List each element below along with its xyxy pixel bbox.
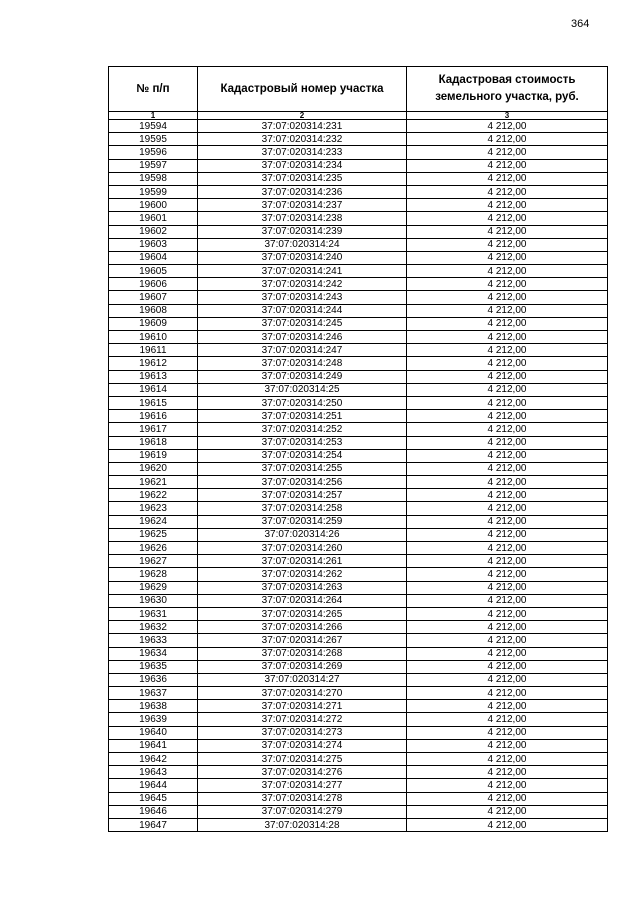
row-cadastral-number: 37:07:020314:233 [198,146,407,159]
row-cadastral-value: 4 212,00 [407,357,608,370]
table-row [109,436,608,449]
row-index: 19637 [109,687,198,700]
row-index: 19622 [109,489,198,502]
row-cadastral-number: 37:07:020314:28 [198,818,407,831]
row-cadastral-value: 4 212,00 [407,779,608,792]
row-index: 19640 [109,726,198,739]
table-row [109,238,608,251]
row-index: 19632 [109,621,198,634]
table-row [109,278,608,291]
row-index: 19595 [109,133,198,146]
row-cadastral-number: 37:07:020314:245 [198,317,407,330]
row-index: 19612 [109,357,198,370]
row-index: 19610 [109,331,198,344]
row-cadastral-value: 4 212,00 [407,344,608,357]
row-cadastral-value: 4 212,00 [407,634,608,647]
table-body [109,120,608,832]
table-row [109,792,608,805]
row-index: 19645 [109,792,198,805]
table-row [109,344,608,357]
row-cadastral-value: 4 212,00 [407,818,608,831]
row-index: 19604 [109,251,198,264]
row-cadastral-value: 4 212,00 [407,185,608,198]
row-cadastral-number: 37:07:020314:273 [198,726,407,739]
row-index: 19642 [109,753,198,766]
row-cadastral-value: 4 212,00 [407,462,608,475]
row-cadastral-value: 4 212,00 [407,278,608,291]
table-row [109,594,608,607]
table-row [109,331,608,344]
row-cadastral-value: 4 212,00 [407,304,608,317]
row-index: 19614 [109,383,198,396]
table-row [109,159,608,172]
row-index: 19646 [109,805,198,818]
row-cadastral-number: 37:07:020314:256 [198,476,407,489]
table-row [109,687,608,700]
row-cadastral-number: 37:07:020314:259 [198,515,407,528]
row-index: 19643 [109,766,198,779]
row-cadastral-value: 4 212,00 [407,449,608,462]
row-cadastral-number: 37:07:020314:244 [198,304,407,317]
row-cadastral-number: 37:07:020314:242 [198,278,407,291]
row-index: 19611 [109,344,198,357]
row-index: 19620 [109,462,198,475]
row-index: 19594 [109,120,198,133]
row-cadastral-number: 37:07:020314:263 [198,581,407,594]
row-cadastral-value: 4 212,00 [407,251,608,264]
row-index: 19625 [109,528,198,541]
row-cadastral-value: 4 212,00 [407,515,608,528]
table-row [109,779,608,792]
row-cadastral-value: 4 212,00 [407,660,608,673]
row-cadastral-number: 37:07:020314:269 [198,660,407,673]
row-index: 19641 [109,739,198,752]
table-row [109,304,608,317]
table-row [109,317,608,330]
row-cadastral-value: 4 212,00 [407,607,608,620]
row-cadastral-value: 4 212,00 [407,172,608,185]
table-row [109,172,608,185]
table-row [109,805,608,818]
header-cadastral-value: Кадастровая стоимость земельного участка, руб. [407,67,608,112]
table-row [109,621,608,634]
row-cadastral-number: 37:07:020314:236 [198,185,407,198]
row-index: 19599 [109,185,198,198]
cadastral-table [108,66,608,832]
row-cadastral-number: 37:07:020314:253 [198,436,407,449]
row-index: 19616 [109,410,198,423]
table-row [109,185,608,198]
table-row [109,713,608,726]
table-row [109,396,608,409]
table-row [109,423,608,436]
row-cadastral-value: 4 212,00 [407,159,608,172]
table-row [109,251,608,264]
row-cadastral-number: 37:07:020314:266 [198,621,407,634]
row-cadastral-number: 37:07:020314:247 [198,344,407,357]
row-cadastral-value: 4 212,00 [407,528,608,541]
row-cadastral-value: 4 212,00 [407,436,608,449]
row-cadastral-value: 4 212,00 [407,805,608,818]
row-cadastral-value: 4 212,00 [407,594,608,607]
row-index: 19628 [109,568,198,581]
row-index: 19609 [109,317,198,330]
header-row [109,67,608,112]
row-cadastral-number: 37:07:020314:250 [198,396,407,409]
table-row [109,462,608,475]
row-cadastral-number: 37:07:020314:264 [198,594,407,607]
row-cadastral-value: 4 212,00 [407,238,608,251]
row-cadastral-number: 37:07:020314:257 [198,489,407,502]
row-cadastral-number: 37:07:020314:272 [198,713,407,726]
row-cadastral-number: 37:07:020314:274 [198,739,407,752]
row-cadastral-number: 37:07:020314:249 [198,370,407,383]
row-index: 19596 [109,146,198,159]
row-cadastral-value: 4 212,00 [407,225,608,238]
row-cadastral-value: 4 212,00 [407,581,608,594]
row-index: 19607 [109,291,198,304]
row-cadastral-number: 37:07:020314:241 [198,265,407,278]
row-cadastral-value: 4 212,00 [407,726,608,739]
column-number: 2 [198,112,407,120]
row-index: 19647 [109,818,198,831]
row-cadastral-number: 37:07:020314:240 [198,251,407,264]
row-index: 19624 [109,515,198,528]
row-index: 19630 [109,594,198,607]
row-cadastral-number: 37:07:020314:275 [198,753,407,766]
row-cadastral-number: 37:07:020314:252 [198,423,407,436]
row-cadastral-value: 4 212,00 [407,265,608,278]
table-row [109,212,608,225]
table-row [109,383,608,396]
table-row [109,370,608,383]
table-row [109,818,608,831]
row-index: 19638 [109,700,198,713]
row-cadastral-value: 4 212,00 [407,621,608,634]
table-row [109,607,608,620]
table-row [109,489,608,502]
table-row [109,766,608,779]
table-row [109,265,608,278]
row-cadastral-value: 4 212,00 [407,502,608,515]
table-row [109,673,608,686]
table-row [109,291,608,304]
row-cadastral-number: 37:07:020314:262 [198,568,407,581]
row-cadastral-number: 37:07:020314:237 [198,199,407,212]
table-row [109,449,608,462]
column-number: 3 [407,112,608,120]
row-index: 19635 [109,660,198,673]
table-row [109,515,608,528]
row-cadastral-number: 37:07:020314:270 [198,687,407,700]
column-number-row [109,112,608,120]
row-cadastral-value: 4 212,00 [407,370,608,383]
row-cadastral-value: 4 212,00 [407,673,608,686]
row-index: 19639 [109,713,198,726]
row-cadastral-number: 37:07:020314:251 [198,410,407,423]
row-index: 19619 [109,449,198,462]
row-cadastral-number: 37:07:020314:260 [198,542,407,555]
row-index: 19623 [109,502,198,515]
table-row [109,647,608,660]
row-cadastral-number: 37:07:020314:277 [198,779,407,792]
table-row [109,199,608,212]
row-index: 19603 [109,238,198,251]
row-index: 19629 [109,581,198,594]
header-cadastral-number: Кадастровый номер участка [198,67,407,112]
row-cadastral-number: 37:07:020314:238 [198,212,407,225]
row-cadastral-number: 37:07:020314:271 [198,700,407,713]
table-row [109,502,608,515]
row-index: 19627 [109,555,198,568]
row-index: 19644 [109,779,198,792]
table-row [109,225,608,238]
table-row [109,410,608,423]
row-index: 19605 [109,265,198,278]
row-index: 19634 [109,647,198,660]
table-row [109,555,608,568]
row-index: 19621 [109,476,198,489]
row-cadastral-number: 37:07:020314:248 [198,357,407,370]
row-cadastral-value: 4 212,00 [407,542,608,555]
row-cadastral-value: 4 212,00 [407,555,608,568]
row-cadastral-number: 37:07:020314:25 [198,383,407,396]
table-row [109,542,608,555]
row-cadastral-number: 37:07:020314:261 [198,555,407,568]
row-cadastral-number: 37:07:020314:239 [198,225,407,238]
table-row [109,700,608,713]
row-cadastral-number: 37:07:020314:246 [198,331,407,344]
row-cadastral-number: 37:07:020314:278 [198,792,407,805]
header-index: № п/п [109,67,198,112]
row-cadastral-number: 37:07:020314:232 [198,133,407,146]
table-row [109,357,608,370]
row-cadastral-number: 37:07:020314:279 [198,805,407,818]
row-index: 19618 [109,436,198,449]
table-row [109,133,608,146]
row-cadastral-number: 37:07:020314:254 [198,449,407,462]
row-cadastral-number: 37:07:020314:24 [198,238,407,251]
row-cadastral-number: 37:07:020314:235 [198,172,407,185]
row-cadastral-value: 4 212,00 [407,647,608,660]
row-cadastral-value: 4 212,00 [407,739,608,752]
table-row [109,739,608,752]
table-row [109,568,608,581]
row-index: 19597 [109,159,198,172]
table-row [109,528,608,541]
page-number: 364 [571,18,590,30]
row-index: 19617 [109,423,198,436]
row-index: 19626 [109,542,198,555]
row-cadastral-number: 37:07:020314:243 [198,291,407,304]
table-row [109,120,608,133]
row-index: 19600 [109,199,198,212]
column-number: 1 [109,112,198,120]
row-cadastral-number: 37:07:020314:267 [198,634,407,647]
row-cadastral-value: 4 212,00 [407,568,608,581]
row-cadastral-number: 37:07:020314:231 [198,120,407,133]
row-index: 19608 [109,304,198,317]
row-cadastral-value: 4 212,00 [407,199,608,212]
row-cadastral-number: 37:07:020314:268 [198,647,407,660]
row-cadastral-value: 4 212,00 [407,476,608,489]
row-index: 19598 [109,172,198,185]
row-cadastral-value: 4 212,00 [407,687,608,700]
row-cadastral-value: 4 212,00 [407,766,608,779]
table-row [109,634,608,647]
row-cadastral-value: 4 212,00 [407,317,608,330]
row-index: 19602 [109,225,198,238]
row-index: 19631 [109,607,198,620]
row-index: 19601 [109,212,198,225]
row-cadastral-number: 37:07:020314:276 [198,766,407,779]
row-cadastral-value: 4 212,00 [407,212,608,225]
row-cadastral-value: 4 212,00 [407,146,608,159]
row-cadastral-value: 4 212,00 [407,396,608,409]
row-cadastral-value: 4 212,00 [407,753,608,766]
table-row [109,581,608,594]
row-cadastral-number: 37:07:020314:258 [198,502,407,515]
row-index: 19613 [109,370,198,383]
row-cadastral-value: 4 212,00 [407,700,608,713]
table-row [109,726,608,739]
row-cadastral-value: 4 212,00 [407,133,608,146]
row-index: 19636 [109,673,198,686]
row-cadastral-value: 4 212,00 [407,423,608,436]
row-cadastral-value: 4 212,00 [407,713,608,726]
row-index: 19633 [109,634,198,647]
row-cadastral-number: 37:07:020314:234 [198,159,407,172]
table-row [109,476,608,489]
row-cadastral-number: 37:07:020314:265 [198,607,407,620]
row-cadastral-value: 4 212,00 [407,120,608,133]
row-cadastral-value: 4 212,00 [407,383,608,396]
row-cadastral-number: 37:07:020314:26 [198,528,407,541]
row-cadastral-number: 37:07:020314:27 [198,673,407,686]
row-index: 19606 [109,278,198,291]
row-index: 19615 [109,396,198,409]
row-cadastral-value: 4 212,00 [407,291,608,304]
row-cadastral-value: 4 212,00 [407,331,608,344]
row-cadastral-number: 37:07:020314:255 [198,462,407,475]
table-row [109,753,608,766]
table-row [109,660,608,673]
row-cadastral-value: 4 212,00 [407,410,608,423]
row-cadastral-value: 4 212,00 [407,489,608,502]
row-cadastral-value: 4 212,00 [407,792,608,805]
table-row [109,146,608,159]
